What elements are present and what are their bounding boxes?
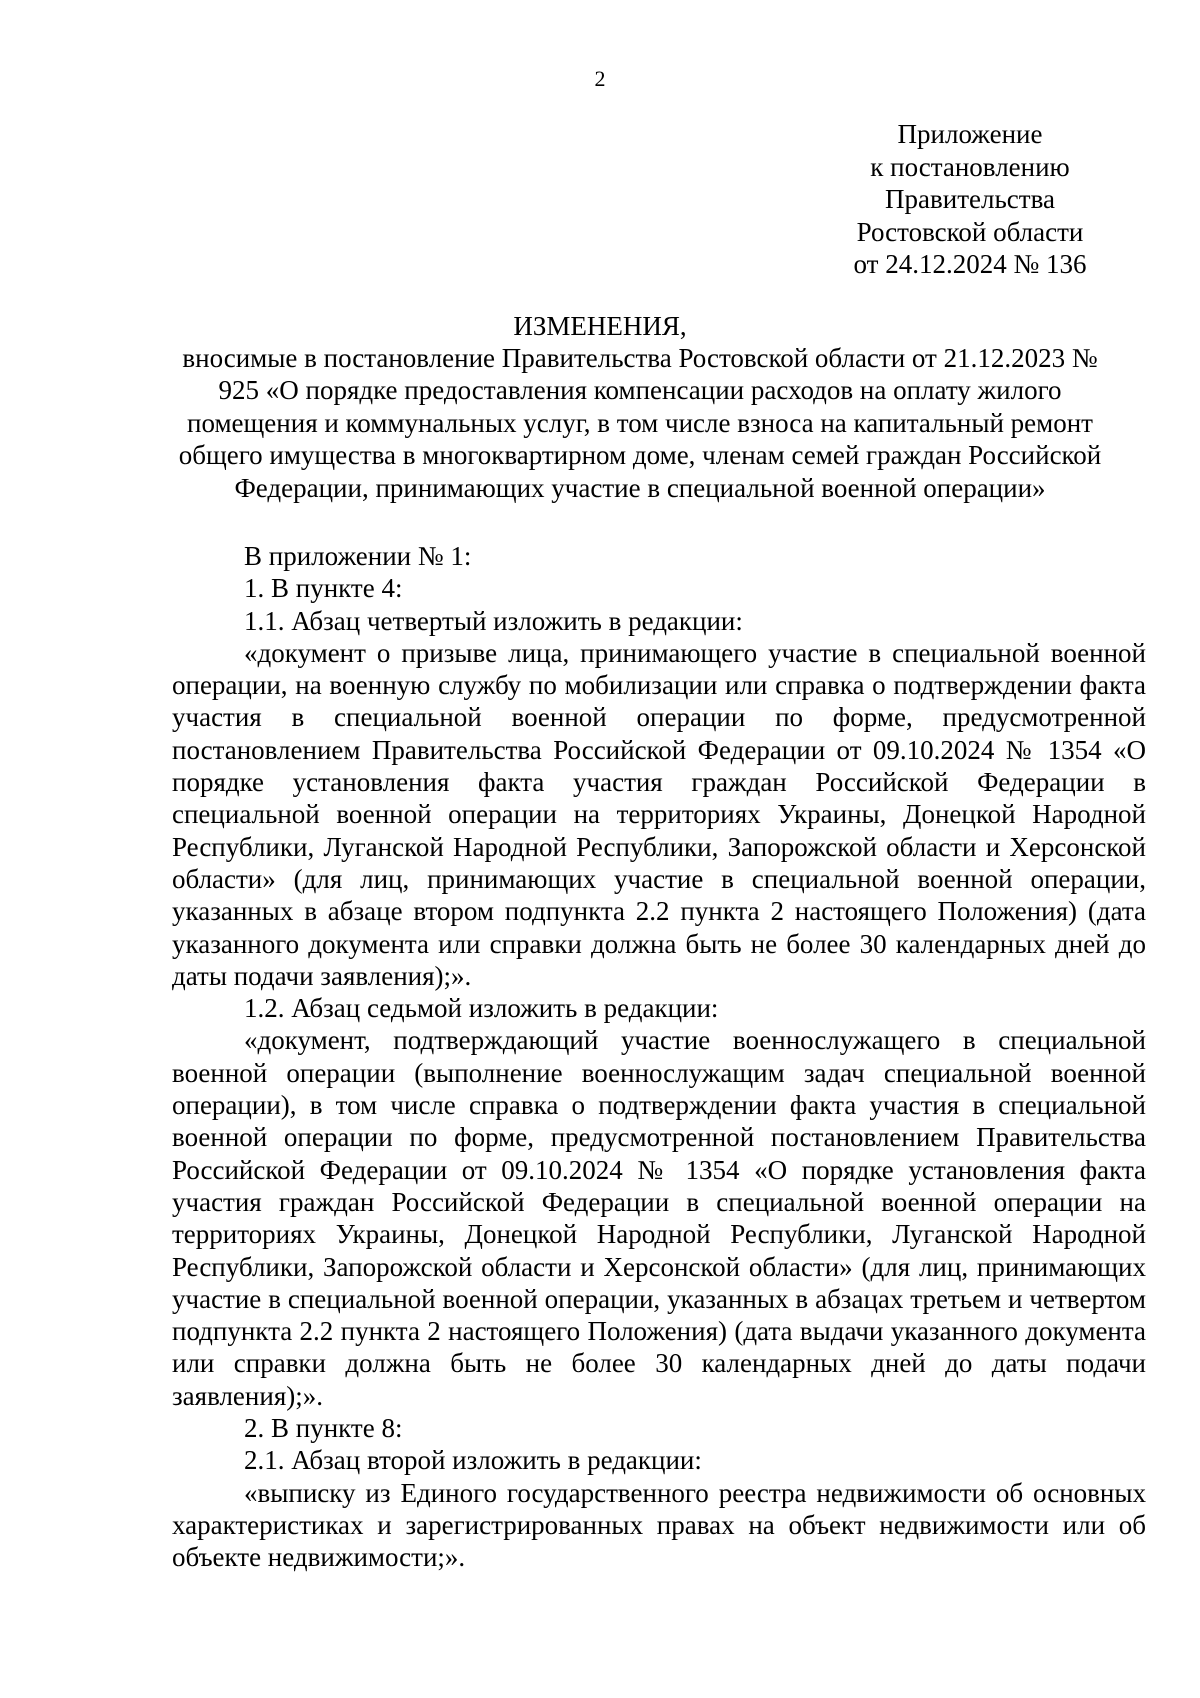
item-1-1-heading: 1.1. Абзац четвертый изложить в редакции: [244,605,743,636]
page-number: 2 [594,66,606,91]
appendix-line: Приложение [897,119,1043,149]
item-1-2-text: «документ, подтверждающий участие военнослужащего в специальной военной операции (выполнение военнослужащим задач специальной военной операции), в том числе справка о подтверждении факта участия в специальной военной операции по форме, предусмотренной постановлением Правительства Российской Федерации от 09.10.2024 № 1354 «О порядке установления факта участия граждан Российской Федерации в специальной военной операции на территориях Украины, Донецкой Народной Республики, Луганской Народной Республики, Запорожской области и Херсонской области» (для лиц, принимающих участие в специальной военной операции, указанных в абзацах третьем и четвертом подпункта 2.2 пункта 2 настоящего Положения) (дата выдачи указанного документа или справки должна быть не более 30 календарных дней до даты подачи заявления);». [172,1025,1146,1411]
item-1-heading: 1. В пункте 4: [244,573,403,604]
appendix-line: от 24.12.2024 № 136 [853,249,1087,279]
appendix-line: Правительства [885,184,1055,214]
appendix-line: к постановлению [870,151,1070,182]
item-2-1-text: «выписку из Единого государственного реестра недвижимости об основных характеристиках и зарегистрированных правах на объект недвижимости или об объекте недвижимости;». [172,1477,1146,1573]
item-2-1-heading: 2.1. Абзац второй изложить в редакции: [244,1445,702,1476]
document-body [172,540,1146,1574]
appendix-block [830,118,1110,281]
item-2-heading: 2. В пункте 8: [244,1413,403,1444]
document-subtitle: вносимые в постановление Правительства Ростовской области от 21.12.2023 № 925 «О порядке предоставления компенсации расходов на оплату жилого помещения и коммунальных услуг, в том числе взноса на капитальный ремонт общего имущества в многоквартирном доме, членам семей граждан Российской Федерации, принимающих участие в специальной военной операции» [178,343,1102,503]
appendix-line: Ростовской области [856,216,1084,247]
item-1-1-text: «документ о призыве лица, принимающего участие в специальной военной операции, на военную службу по мобилизации или справка о подтверждении факта участия в специальной военной операции по форме, предусмотренной постановлением Правительства Российской Федерации от 09.10.2024 № 1354 «О порядке установления факта участия граждан Российской Федерации в специальной военной операции на территориях Украины, Донецкой Народной Республики, Луганской Народной Республики, Запорожской области и Херсонской области» (для лиц, принимающих участие в специальной военной операции, указанных в абзаце втором подпункта 2.2 пункта 2 настоящего Положения) (дата указанного документа или справки должна быть не более 30 календарных дней до даты подачи заявления);». [172,637,1146,991]
item-1-2-heading: 1.2. Абзац седьмой изложить в редакции: [244,993,719,1024]
intro-line: В приложении № 1: [244,541,472,571]
document-title: ИЗМЕНЕНИЯ, [513,311,687,341]
